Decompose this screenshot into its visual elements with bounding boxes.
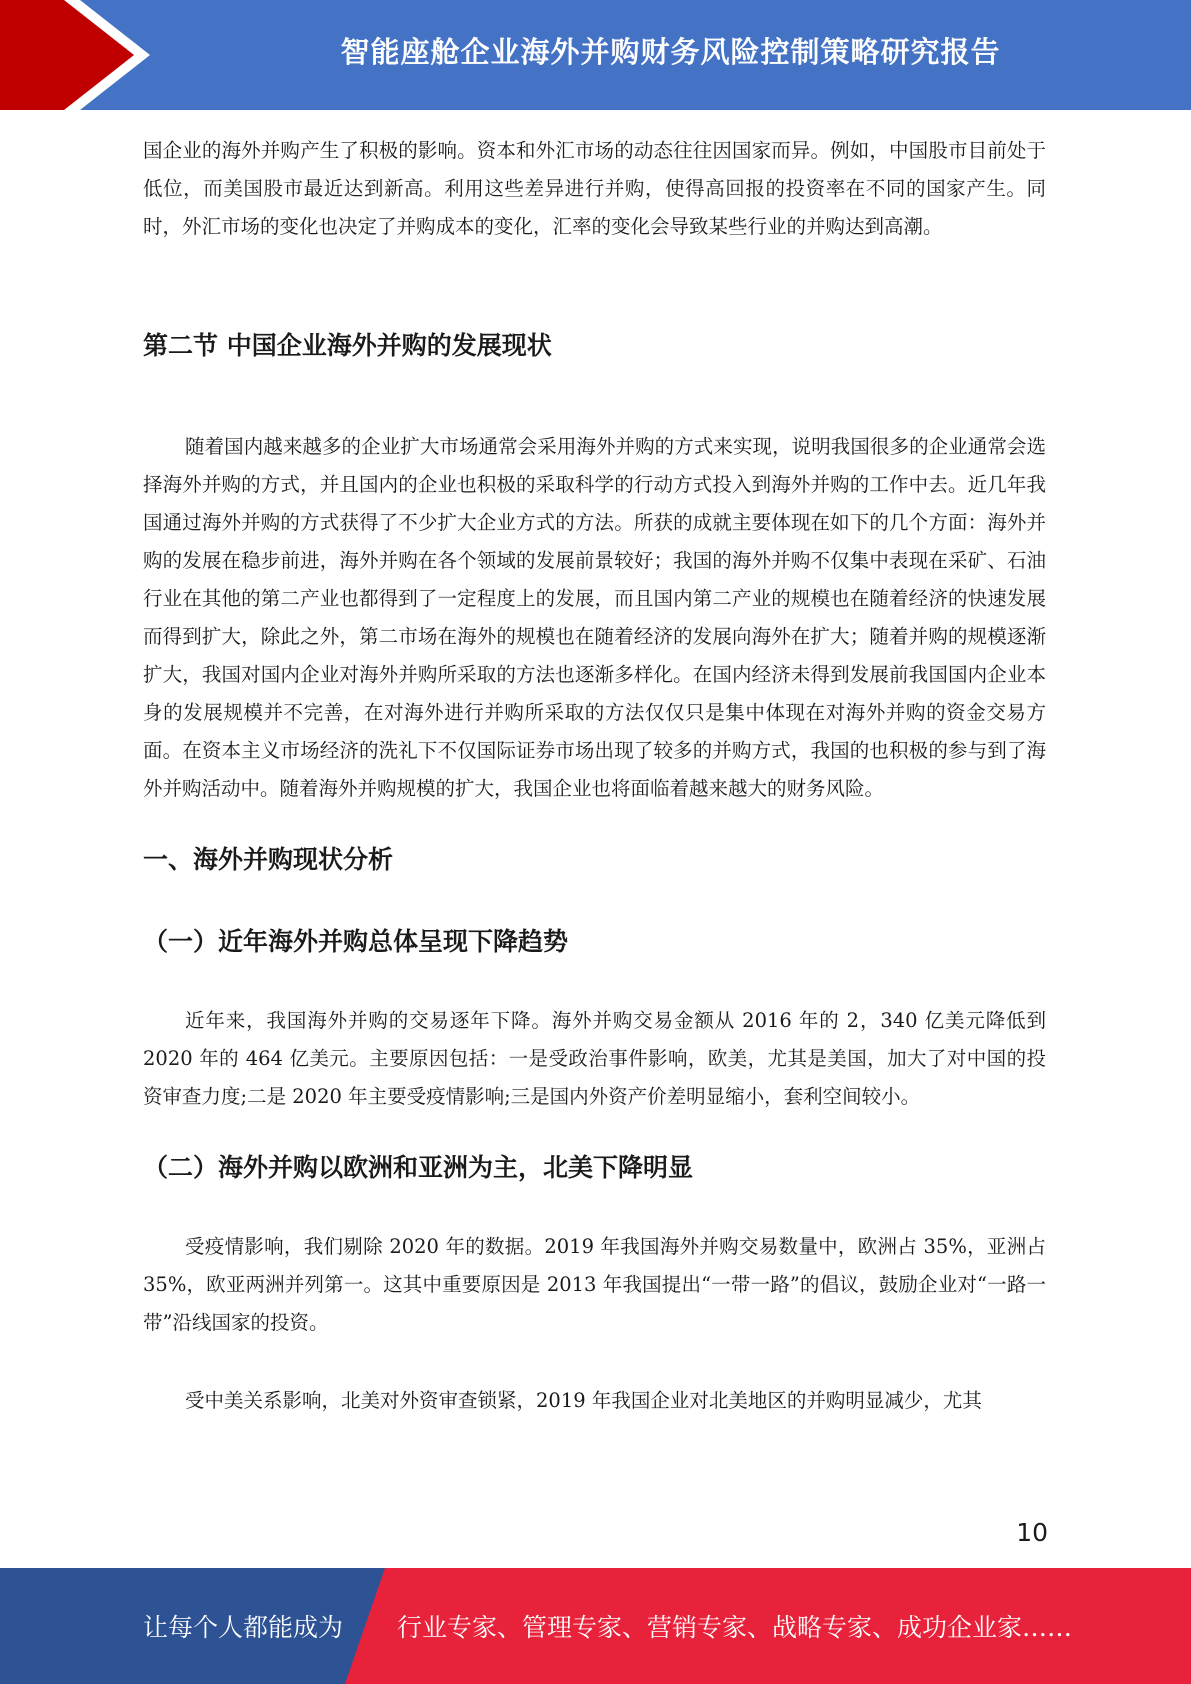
page-content: [143, 132, 1046, 1420]
page-number: 10: [1016, 1518, 1048, 1547]
subsubheading-regional-distribution: （二）海外并购以欧洲和亚洲为主，北美下降明显: [143, 1153, 694, 1182]
report-title: 智能座舱企业海外并购财务风险控制策略研究报告: [340, 34, 1001, 69]
page-header: [0, 0, 1191, 110]
decline-trend-paragraph: 近年来，我国海外并购的交易逐年下降。海外并购交易金额从 2016 年的 2，340 亿美元降低到 2020 年的 464 亿美元。主要原因包括：一是受政治事件影响，欧美，尤其是美国，加大了对中国的投资审查力度;二是 2020 年主要受疫情影响;三是国内外资产价差明显缩小，套利空间较小。: [143, 1009, 1046, 1108]
section-heading: 第二节 中国企业海外并购的发展现状: [143, 331, 552, 360]
page-footer: [0, 1568, 1191, 1684]
subheading-analysis: 一、海外并购现状分析: [143, 845, 394, 874]
subsubheading-decline-trend: （一）近年海外并购总体呈现下降趋势: [143, 927, 569, 956]
footer-slogan-right: 行业专家、管理专家、营销专家、战略专家、成功企业家……: [397, 1613, 1073, 1642]
section-paragraph: 随着国内越来越多的企业扩大市场通常会采用海外并购的方式来实现，说明我国很多的企业通常会选择海外并购的方式，并且国内的企业也积极的采取科学的行动方式投入到海外并购的工作中去。近几年我国通过海外并购的方式获得了不少扩大企业方式的方法。所获的成就主要体现在如下的几个方面：海外并购的发展在稳步前进，海外并购在各个领域的发展前景较好；我国的海外并购不仅集中表现在采矿、石油行业在其他的第二产业也都得到了一定程度上的发展，而且国内第二产业的规模也在随着经济的快速发展而得到扩大，除此之外，第二市场在海外的规模也在随着经济的发展向海外在扩大；随着并购的规模逐渐扩大，我国对国内企业对海外并购所采取的方法也逐渐多样化。在国内经济未得到发展前我国国内企业本身的发展规模并不完善，在对海外进行并购所采取的方法仅仅只是集中体现在对海外并购的资金交易方面。在资本主义市场经济的洗礼下不仅国际证券市场出现了较多的并购方式，我国的也积极的参与到了海外并购活动中。随着海外并购规模的扩大，我国企业也将面临着越来越大的财务风险。: [143, 435, 1046, 800]
regional-paragraph-2: 受中美关系影响，北美对外资审查锁紧，2019 年我国企业对北美地区的并购明显减少，尤其: [185, 1389, 982, 1412]
header-arrow-decoration: [0, 0, 150, 110]
regional-paragraph-1: 受疫情影响，我们剔除 2020 年的数据。2019 年我国海外并购交易数量中，欧洲占 35%，亚洲占 35%，欧亚两洲并列第一。这其中重要原因是 2013 年我国提出“一带一路”的倡议，鼓励企业对“一路一带”沿线国家的投资。: [143, 1235, 1046, 1334]
footer-slogan-left: 让每个人都能成为: [143, 1613, 344, 1642]
intro-paragraph: 国企业的海外并购产生了积极的影响。资本和外汇市场的动态往往因国家而异。例如，中国股市目前处于低位，而美国股市最近达到新高。利用这些差异进行并购，使得高回报的投资率在不同的国家产生。同时，外汇市场的变化也决定了并购成本的变化，汇率的变化会导致某些行业的并购达到高潮。: [143, 139, 1046, 238]
